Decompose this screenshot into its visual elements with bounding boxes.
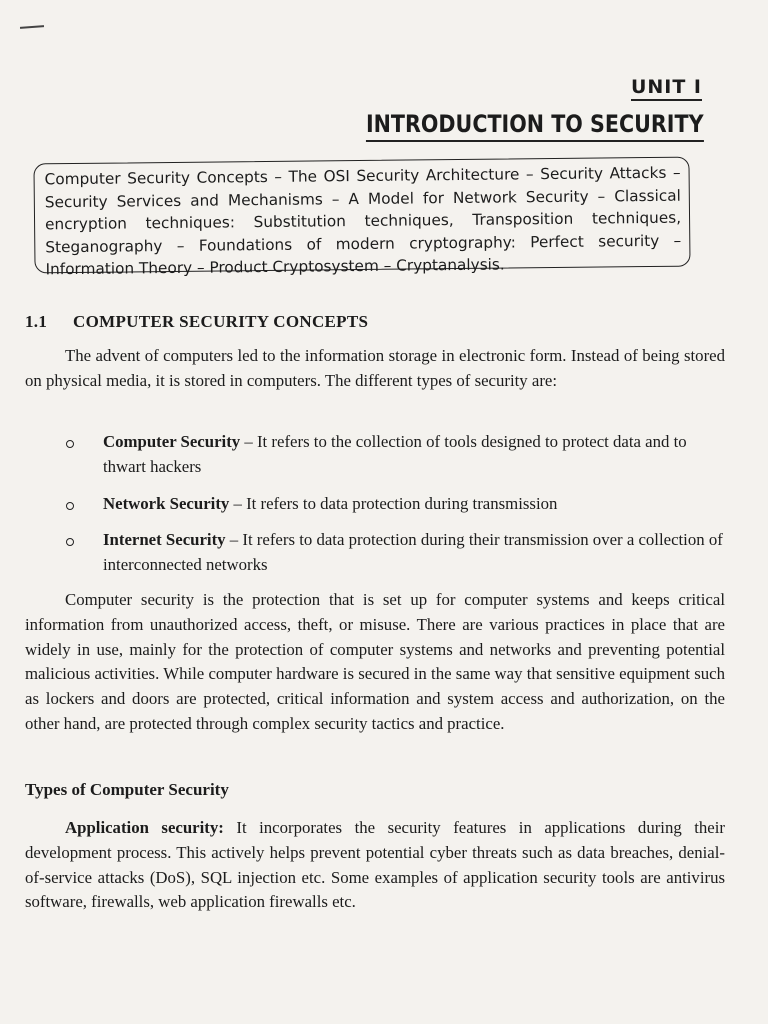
types-heading: Types of Computer Security — [25, 780, 229, 799]
bullet-text: – It refers to data protection during their transmission over a collection of interconnected networks — [103, 530, 723, 575]
bullet-text: – It refers to the collection of tools designed to protect data and to thwart hackers — [103, 432, 687, 476]
pen-mark — [20, 25, 44, 29]
bullet-text: – It refers to data protection during transmission — [229, 493, 558, 513]
body-paragraph: Computer security is the protection that is set up for computer systems and keeps critical information from unauthorized access, theft, or misuse. There are various practices in place that are widely in use, mainly for the protection of computer systems and networks and preventing potential malicious activities. While computer hardware is secured in the same way that sensitive equipment such as lockers and doors are protected, critical information and system access and authorization, on the other hand, are protected through complex security tactics and practice. — [25, 590, 725, 733]
bullet-icon — [66, 440, 74, 448]
list-item — [60, 528, 725, 578]
bullet-icon — [66, 502, 74, 510]
application-security-paragraph — [25, 816, 725, 915]
bullet-term: Network Security — [103, 493, 230, 513]
syllabus-box: Computer Security Concepts – The OSI Security Architecture – Security Attacks – Security Services and Mechanisms – A Model for Network Security – Classical encryption techniques: Substitution techniques, Transposition techniques, Steganography – Foundations of modern cryptography: Perfect security – Information Theory – Product Cryptosystem – Cryptanalysis. — [33, 157, 690, 274]
unit-label: UNIT I — [631, 76, 702, 101]
app-security-term: Application security: — [65, 818, 224, 837]
list-item — [60, 492, 725, 517]
section-number: 1.1 — [25, 312, 48, 331]
bullet-term: Internet Security — [103, 530, 226, 550]
app-security-text: It incorporates the security features in applications during their development process. This actively helps prevent potential cyber threats such as data breaches, denial-of-service attacks (DoS), SQL injection etc. Some examples of application security tools are antivirus software, firewalls, web application firewalls etc. — [25, 818, 725, 912]
security-types-list — [60, 430, 725, 590]
intro-paragraph: The advent of computers led to the information storage in electronic form. Instead of being stored on physical media, it is stored in computers. The different types of security are: — [25, 346, 725, 390]
section-heading — [25, 312, 368, 332]
section-title: COMPUTER SECURITY CONCEPTS — [73, 312, 369, 331]
bullet-icon — [66, 538, 74, 546]
unit-title: INTRODUCTION TO SECURITY — [366, 110, 704, 142]
bullet-term: Computer Security — [103, 432, 241, 451]
list-item — [60, 430, 725, 480]
